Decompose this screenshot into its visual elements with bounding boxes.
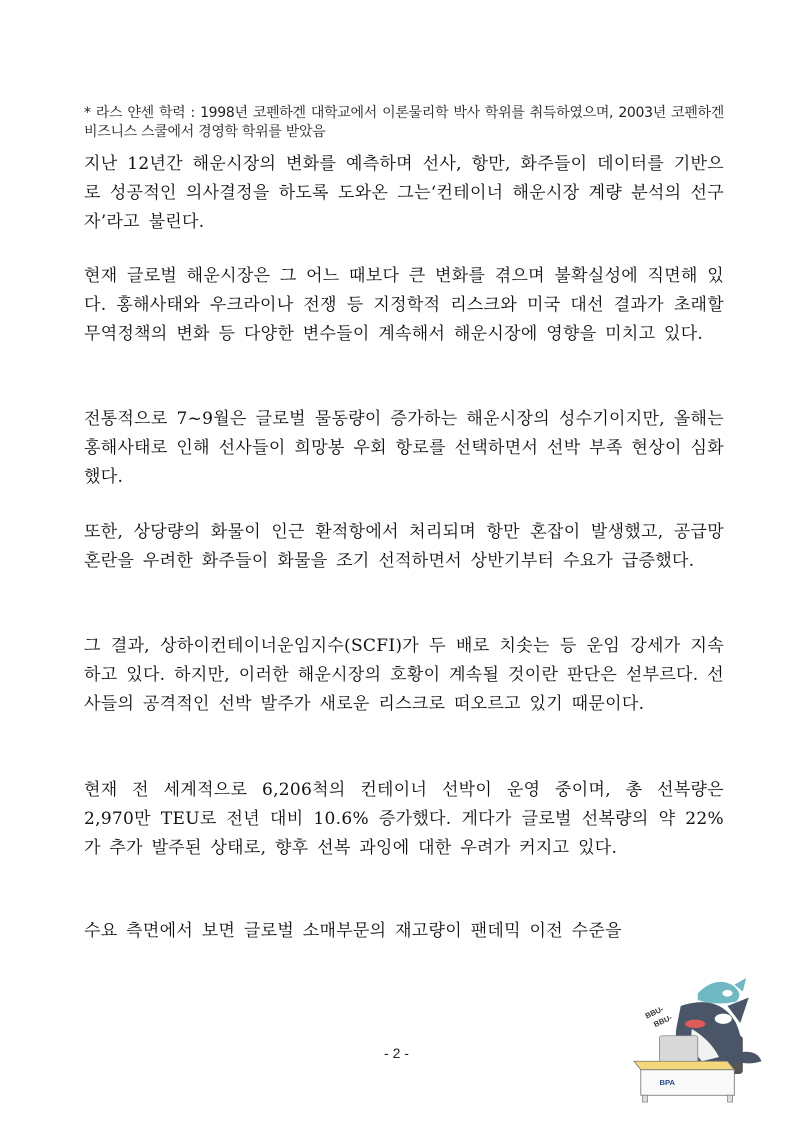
orca-mascot-illustration (600, 970, 770, 1110)
page-number: - 2 - (384, 1045, 409, 1061)
sound-text-2: BBU- (652, 1012, 674, 1030)
paragraph-2: 현재 글로벌 해운시장은 그 어느 때보다 큰 변화를 겪으며 불확실성에 직면해 있다. 홍해사태와 우크라이나 전쟁 등 지정학적 리스크와 미국 대선 결과가 초래할 무역정책의 변화 등 다양한 변수들이 계속해서 해운시장에 영향을 미치고 있다. (84, 266, 724, 344)
paragraph-3: 전통적으로 7~9월은 글로벌 물동량이 증가하는 해운시장의 성수기이지만, 올해는 홍해사태로 인해 선사들이 희망봉 우회 항로를 선택하면서 선박 부족 현상이 심화했다. (84, 409, 724, 487)
desk-logo: BPA (659, 1078, 676, 1088)
author-footnote: * 라스 얀센 학력 : 1998년 코펜하겐 대학교에서 이론물리학 박사 학위를 취득하였으며, 2003년 코펜하겐 비즈니스 스쿨에서 경영학 학위를 받았음 (84, 105, 724, 140)
paragraph-5: 그 결과, 상하이컨테이너운임지수(SCFI)가 두 배로 치솟는 등 운임 강세가 지속하고 있다. 하지만, 이러한 해운시장의 호황이 계속될 것이란 판단은 섣부르다. 선사들의 공격적인 선박 발주가 새로운 리스크로 떠오르고 있기 때문이다. (84, 636, 724, 714)
paragraph-1: 지난 12년간 해운시장의 변화를 예측하며 선사, 항만, 화주들이 데이터를 기반으로 성공적인 의사결정을 하도록 도와온 그는‘컨테이너 해운시장 계량 분석의 선구자’라고 불린다. (84, 154, 724, 232)
paragraph-6: 현재 전 세계적으로 6,206척의 컨테이너 선박이 운영 중이며, 총 선복량은 2,970만 TEU로 전년 대비 10.6% 증가했다. 게다가 글로벌 선복량의 약 22%가 추가 발주된 상태로, 향후 선복 과잉에 대한 우려가 커지고 있다. (84, 780, 724, 858)
laptop-icon (660, 1036, 698, 1063)
paragraph-4: 또한, 상당량의 화물이 인근 환적항에서 처리되며 항만 혼잡이 발생했고, 공급망 혼란을 우려한 화주들이 화물을 조기 선적하면서 상반기부터 수요가 급증했다. (84, 522, 724, 571)
small-whale-icon (698, 982, 740, 1004)
paragraph-7: 수요 측면에서 보면 글로벌 소매부문의 재고량이 팬데믹 이전 수준을 (84, 921, 622, 941)
sound-text-1: BBU- (643, 1004, 665, 1021)
desk-icon (634, 1061, 734, 1070)
